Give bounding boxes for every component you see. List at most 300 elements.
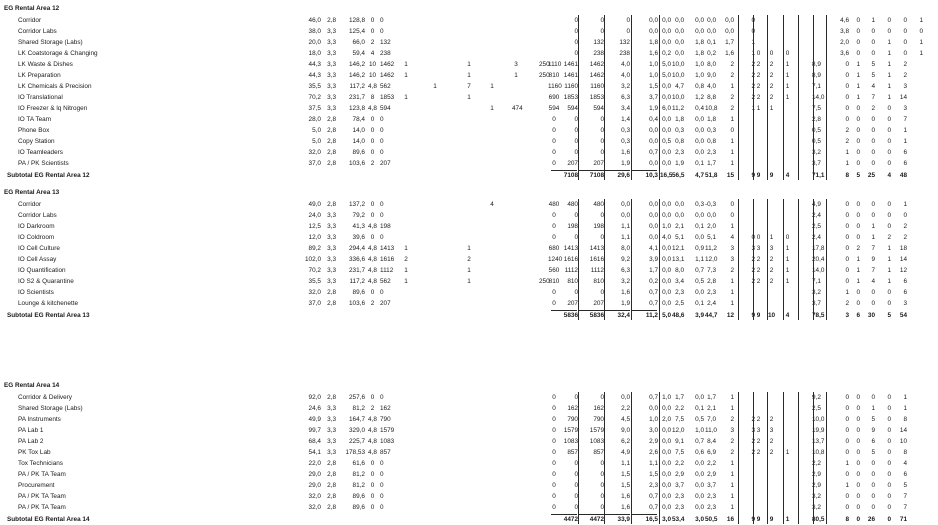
- cell-c19: 0,0: [707, 17, 716, 24]
- cell-c30: 0: [887, 427, 891, 434]
- cell-c32: 1: [919, 50, 923, 57]
- cell-c19: 12,0: [705, 256, 718, 263]
- cell-c2: 225,7: [349, 438, 365, 445]
- room-name: IO Cell Culture: [18, 245, 60, 252]
- cell-c4: 1462: [380, 72, 395, 79]
- cell-c28: 1: [856, 94, 860, 101]
- cell-c0: 37,0: [308, 160, 321, 167]
- cell-c0: 68,4: [308, 438, 321, 445]
- cell-c23: 0: [769, 50, 774, 57]
- cell-c4: 562: [380, 278, 391, 285]
- cell-c0: 12,5: [308, 223, 321, 230]
- cell-c0: 29,0: [308, 471, 321, 478]
- cell-c30: 0: [887, 28, 891, 35]
- cell-c12: 0: [574, 50, 578, 57]
- cell-c29: 0: [871, 289, 875, 296]
- cell-c14: 4,5: [621, 416, 630, 423]
- cell-c30: 0: [887, 482, 891, 489]
- cell-c29: 1: [871, 234, 875, 241]
- cell-c15: 11,2: [645, 312, 658, 319]
- cell-c21: 3: [751, 427, 755, 434]
- cell-c12: 0: [574, 471, 578, 478]
- cell-c24: 1: [785, 516, 790, 523]
- cell-c30: 0: [887, 116, 891, 123]
- room-name: Procurement: [18, 482, 55, 489]
- cell-c31: 7: [903, 116, 907, 123]
- cell-c29: 5: [871, 449, 875, 456]
- cell-c14: 0: [626, 28, 630, 35]
- cell-c16: 0,0: [662, 256, 671, 263]
- cell-c15: 2,3: [649, 482, 658, 489]
- cell-c24: 1: [785, 61, 790, 68]
- cell-c13: 0: [600, 127, 604, 134]
- column-divider: [753, 392, 754, 524]
- cell-c20: 15: [726, 172, 734, 179]
- cell-c27: 0: [845, 427, 849, 434]
- cell-c20: 1: [730, 138, 734, 145]
- cell-c18: 0,0: [695, 28, 704, 35]
- cell-c17: 2,3: [675, 504, 684, 511]
- cell-c17: 5,1: [675, 234, 684, 241]
- cell-c1: 3,3: [327, 39, 336, 46]
- cell-c1: 3,3: [327, 50, 336, 57]
- cell-c5: 1: [404, 267, 408, 274]
- cell-c16: 0,0: [662, 94, 671, 101]
- cell-c31: 0: [903, 212, 907, 219]
- cell-c14: 4,0: [621, 61, 630, 68]
- cell-c31: 7: [903, 504, 907, 511]
- cell-c28: 0: [856, 493, 860, 500]
- cell-c27: 0: [845, 94, 849, 101]
- subtotal-label: Subtotal EG Rental Area 14: [7, 516, 90, 523]
- cell-c11: 0: [552, 427, 556, 434]
- cell-c19: 0,3: [707, 127, 716, 134]
- cell-c29: 5: [871, 61, 875, 68]
- cell-c29: 4: [871, 83, 875, 90]
- cell-c1: 3,3: [327, 438, 336, 445]
- cell-c16: 0,0: [662, 438, 671, 445]
- cell-c3: 4,8: [368, 416, 377, 423]
- cell-c3: 2: [370, 405, 375, 412]
- cell-c3: 0: [370, 116, 375, 123]
- cell-c21: 2: [751, 61, 755, 68]
- cell-c15: 1,5: [649, 471, 658, 478]
- cell-c27: 0: [845, 438, 849, 445]
- cell-c14: 132: [619, 39, 630, 46]
- cell-c23: 2: [769, 83, 774, 90]
- cell-c3: 4,8: [368, 438, 377, 445]
- cell-c15: 0,7: [649, 394, 658, 401]
- cell-c29: 7: [871, 94, 875, 101]
- cell-c20: 1,7: [725, 39, 734, 46]
- cell-c27: 0: [845, 394, 849, 401]
- cell-c17: 0,0: [675, 28, 684, 35]
- cell-c17: 0,0: [675, 39, 684, 46]
- cell-c12: 1461: [563, 61, 578, 68]
- cell-c16: 0,0: [662, 405, 671, 412]
- cell-c8: 1: [490, 83, 494, 90]
- cell-c14: 32,4: [617, 312, 630, 319]
- cell-c2: 146,2: [349, 61, 365, 68]
- cell-c16: 0,0: [662, 17, 671, 24]
- cell-c29: 0: [871, 39, 875, 46]
- cell-c14: 3,4: [621, 105, 630, 112]
- cell-c20: 2: [730, 416, 734, 423]
- cell-c27: 0: [845, 449, 849, 456]
- cell-c13: 238: [593, 50, 604, 57]
- cell-c19: 1,8: [707, 116, 716, 123]
- cell-c12: 0: [574, 394, 578, 401]
- cell-c26: 8,9: [812, 72, 821, 79]
- cell-c30: 2: [887, 234, 891, 241]
- cell-c19: 2,3: [707, 493, 716, 500]
- cell-c12: 790: [567, 416, 578, 423]
- cell-c2: 329,0: [349, 427, 365, 434]
- room-name: IO Scientists: [18, 289, 54, 296]
- subtotal-rule: [551, 514, 577, 515]
- cell-c3: 10: [368, 72, 377, 79]
- cell-c18: 0,0: [695, 149, 704, 156]
- cell-c21: 2: [751, 72, 755, 79]
- cell-c16: 4,0: [662, 234, 671, 241]
- cell-c11: 0: [552, 127, 556, 134]
- cell-c5: 1: [404, 94, 408, 101]
- cell-c28: 0: [856, 149, 860, 156]
- cell-c26: 2,5: [812, 223, 821, 230]
- cell-c16: 0,0: [662, 278, 671, 285]
- cell-c11: 0: [552, 438, 556, 445]
- cell-c15: 0,7: [649, 289, 658, 296]
- cell-c24: 1: [785, 245, 790, 252]
- cell-c16: 3,0: [662, 516, 671, 523]
- cell-c12: 207: [567, 300, 578, 307]
- cell-c20: 1: [730, 394, 734, 401]
- cell-c27: 1: [845, 149, 849, 156]
- room-name: IO Cell Assay: [18, 256, 57, 263]
- cell-c13: 1853: [589, 94, 604, 101]
- cell-c11: 0: [552, 482, 556, 489]
- cell-c26: 0,5: [812, 138, 821, 145]
- cell-c1: 2,8: [327, 201, 336, 208]
- cell-c3: 0: [370, 394, 375, 401]
- cell-c15: 1,7: [649, 267, 658, 274]
- cell-c1: 2,8: [327, 138, 336, 145]
- cell-c1: 3,3: [327, 105, 336, 112]
- cell-c11: 480: [548, 201, 560, 208]
- cell-c27: 0: [845, 256, 849, 263]
- cell-c19: 7,0: [707, 416, 716, 423]
- cell-c12: 0: [574, 289, 578, 296]
- cell-c31: 2: [903, 61, 907, 68]
- cell-c16: 0,0: [662, 493, 671, 500]
- cell-c15: 0,7: [649, 149, 658, 156]
- cell-c13: 0: [600, 289, 604, 296]
- cell-c1: 2,8: [327, 149, 336, 156]
- column-divider: [798, 199, 799, 320]
- cell-c30: 0: [887, 149, 891, 156]
- cell-c18: 0,5: [695, 278, 704, 285]
- cell-c27: 0: [845, 245, 849, 252]
- column-divider: [783, 392, 784, 524]
- cell-c30: 1: [887, 39, 891, 46]
- cell-c15: 2,6: [649, 449, 658, 456]
- cell-c23: 9: [769, 516, 774, 523]
- cell-c3: 0: [370, 127, 375, 134]
- cell-c17: 53,4: [672, 516, 685, 523]
- cell-c12: 0: [574, 493, 578, 500]
- subtotal-rule: [604, 310, 630, 311]
- cell-c17: 0,3: [675, 127, 684, 134]
- column-divider: [578, 199, 579, 320]
- cell-c16: 0,0: [662, 482, 671, 489]
- cell-c31: 2: [903, 223, 907, 230]
- cell-c26: 10,0: [812, 416, 825, 423]
- room-name: Tox Technicians: [18, 460, 63, 467]
- cell-c20: 12: [726, 312, 734, 319]
- cell-c18: 0,0: [695, 504, 704, 511]
- cell-c2: 81,2: [352, 471, 365, 478]
- cell-c14: 1,5: [621, 471, 630, 478]
- cell-c4: 1853: [380, 94, 395, 101]
- cell-c28: 0: [856, 201, 860, 208]
- cell-c13: 1112: [590, 267, 604, 274]
- cell-c4: 198: [380, 223, 391, 230]
- cell-c20: 2: [730, 267, 734, 274]
- cell-c17: 2,9: [675, 471, 684, 478]
- cell-c18: 0,0: [695, 17, 704, 24]
- cell-c30: 0: [887, 449, 891, 456]
- cell-c27: 0: [845, 471, 849, 478]
- cell-c15: 0,7: [649, 300, 658, 307]
- cell-c2: 128,8: [349, 17, 365, 24]
- cell-c30: 0: [887, 201, 891, 208]
- cell-c26: 80,5: [812, 516, 825, 523]
- cell-c20: 3: [730, 427, 734, 434]
- cell-c11: 0: [552, 460, 556, 467]
- cell-c31: 6: [903, 278, 907, 285]
- cell-c24: 4: [785, 172, 790, 179]
- cell-c18: 0,4: [695, 105, 704, 112]
- cell-c26: 4,9: [812, 201, 821, 208]
- cell-c15: 1,5: [649, 83, 658, 90]
- cell-c27: 1: [845, 160, 849, 167]
- cell-c22: 2: [756, 83, 761, 90]
- cell-c13: 5836: [589, 312, 604, 319]
- column-divider: [826, 199, 827, 320]
- cell-c18: 1,0: [695, 61, 704, 68]
- cell-c32: 1: [919, 39, 923, 46]
- room-name: LK Preparation: [18, 72, 61, 79]
- cell-c30: 1: [887, 245, 891, 252]
- cell-c23: 2: [769, 94, 774, 101]
- cell-c17: 0,0: [675, 201, 684, 208]
- cell-c17: 9,1: [675, 438, 684, 445]
- cell-c27: 3,6: [840, 50, 849, 57]
- cell-c20: 1: [730, 149, 734, 156]
- cell-c13: 4472: [589, 516, 604, 523]
- cell-c27: 0: [845, 116, 849, 123]
- cell-c17: 10,0: [672, 72, 685, 79]
- cell-c18: 1,0: [695, 427, 704, 434]
- cell-c2: 59,4: [352, 50, 365, 57]
- cell-c22: 2: [756, 267, 761, 274]
- cell-c2: 137,2: [349, 201, 365, 208]
- subtotal-rule: [604, 170, 630, 171]
- section-header: [0, 3, 938, 14]
- cell-c31: 18: [899, 245, 907, 252]
- cell-c19: 2,8: [707, 278, 716, 285]
- cell-c1: 2,8: [327, 471, 336, 478]
- cell-c3: 0: [370, 493, 375, 500]
- cell-c31: 14: [899, 94, 907, 101]
- cell-c3: 0: [370, 289, 375, 296]
- cell-c12: 594: [567, 105, 578, 112]
- cell-c28: 0: [856, 394, 860, 401]
- cell-c31: 10: [899, 438, 907, 445]
- cell-c18: 0,0: [695, 234, 704, 241]
- section-title: EG Rental Area 12: [4, 5, 60, 12]
- cell-c18: 0,0: [695, 289, 704, 296]
- cell-c11: 0: [552, 300, 556, 307]
- cell-c1: 2,8: [327, 17, 336, 24]
- cell-c13: 1413: [589, 245, 604, 252]
- cell-c16: 0,0: [662, 504, 671, 511]
- cell-c30: 0: [887, 138, 891, 145]
- cell-c19: 2,3: [707, 289, 716, 296]
- cell-c29: 0: [871, 160, 875, 167]
- cell-c5: 1: [404, 61, 408, 68]
- cell-c2: 41,3: [352, 223, 365, 230]
- cell-c24: 4: [785, 312, 790, 319]
- cell-c30: 0: [887, 223, 891, 230]
- cell-c22: 2: [756, 416, 761, 423]
- cell-c22: 2: [756, 94, 761, 101]
- cell-c4: 562: [380, 83, 391, 90]
- cell-c17: 12,1: [672, 245, 685, 252]
- cell-c1: 2,8: [327, 127, 336, 134]
- cell-c20: 1: [730, 278, 734, 285]
- cell-c19: 2,2: [707, 460, 716, 467]
- cell-c19: 50,5: [705, 516, 718, 523]
- cell-c12: 0: [574, 17, 578, 24]
- cell-c2: 81,2: [352, 405, 365, 412]
- cell-c28: 0: [856, 405, 860, 412]
- cell-c28: 0: [856, 39, 860, 46]
- cell-c31: 0: [903, 50, 907, 57]
- cell-c26: 9,2: [812, 394, 821, 401]
- cell-c29: 0: [871, 201, 875, 208]
- cell-c28: 0: [856, 504, 860, 511]
- cell-c24: 0: [785, 50, 790, 57]
- cell-c7: 1: [467, 245, 471, 252]
- cell-c3: 0: [370, 504, 375, 511]
- cell-c17: 4,7: [675, 83, 684, 90]
- cell-c29: 25: [867, 172, 875, 179]
- cell-c14: 2,2: [621, 405, 630, 412]
- cell-c14: 9,2: [621, 256, 630, 263]
- cell-c17: 2,5: [675, 300, 684, 307]
- cell-c11: 690: [548, 94, 560, 101]
- cell-c26: 14,0: [812, 267, 825, 274]
- cell-c26: 7,5: [812, 105, 821, 112]
- cell-c1: 3,3: [327, 94, 336, 101]
- cell-c16: 0,0: [662, 300, 671, 307]
- cell-c4: 0: [380, 471, 384, 478]
- cell-c0: 89,2: [308, 245, 321, 252]
- cell-c29: 9: [871, 427, 875, 434]
- cell-c31: 1: [903, 127, 907, 134]
- cell-c2: 79,2: [352, 212, 365, 219]
- cell-c31: 12: [899, 267, 907, 274]
- cell-c15: 2,9: [649, 438, 658, 445]
- cell-c17: 3,4: [675, 278, 684, 285]
- column-divider: [578, 15, 579, 180]
- cell-c29: 0: [871, 394, 875, 401]
- cell-c1: 3,3: [327, 212, 336, 219]
- cell-c11: 0: [552, 234, 556, 241]
- cell-c14: 1,6: [621, 504, 630, 511]
- cell-c12: 0: [574, 212, 578, 219]
- cell-c4: 0: [380, 493, 384, 500]
- cell-c11: 0: [552, 394, 556, 401]
- cell-c14: 1,4: [621, 116, 630, 123]
- cell-c30: 5: [887, 312, 891, 319]
- cell-c31: 0: [903, 28, 907, 35]
- cell-c0: 32,0: [308, 504, 321, 511]
- cell-c18: 0,7: [695, 438, 704, 445]
- cell-c14: 1,6: [621, 493, 630, 500]
- cell-c30: 0: [887, 460, 891, 467]
- cell-c2: 14,0: [352, 127, 365, 134]
- column-divider: [659, 199, 660, 320]
- column-divider: [604, 15, 605, 180]
- cell-c28: 0: [856, 416, 860, 423]
- cell-c27: 0: [845, 416, 849, 423]
- cell-c14: 0: [626, 17, 630, 24]
- cell-c28: 0: [856, 438, 860, 445]
- cell-c15: 0,0: [649, 234, 658, 241]
- cell-c20: 3: [730, 245, 734, 252]
- cell-c13: 132: [593, 39, 604, 46]
- column-divider: [578, 392, 579, 524]
- cell-c0: 29,0: [308, 482, 321, 489]
- cell-c7: 1: [467, 278, 471, 285]
- cell-c14: 6,2: [621, 438, 630, 445]
- subtotal-label: Subtotal EG Rental Area 13: [7, 312, 90, 319]
- cell-c17: 13,1: [672, 256, 685, 263]
- cell-c2: 117,2: [349, 83, 365, 90]
- cell-c1: 3,3: [327, 245, 336, 252]
- room-name: PA / PK Scientists: [18, 160, 69, 167]
- cell-c11: 1160: [548, 83, 562, 90]
- column-divider: [783, 15, 784, 180]
- cell-c22: 3: [756, 245, 761, 252]
- cell-c19: 11,2: [705, 245, 717, 252]
- subtotal-rule: [631, 310, 657, 311]
- cell-c12: 198: [567, 223, 578, 230]
- cell-c19: 6,9: [707, 449, 716, 456]
- cell-c26: 71,1: [812, 172, 825, 179]
- cell-c12: 162: [567, 405, 578, 412]
- cell-c9: 474: [512, 105, 523, 112]
- cell-c14: 1,6: [621, 289, 630, 296]
- cell-c1: 3,3: [327, 267, 336, 274]
- subtotal-rule: [578, 514, 604, 515]
- cell-c28: 1: [856, 61, 860, 68]
- cell-c22: 9: [756, 172, 761, 179]
- cell-c31: 3: [903, 105, 907, 112]
- cell-c11: 680: [548, 245, 560, 252]
